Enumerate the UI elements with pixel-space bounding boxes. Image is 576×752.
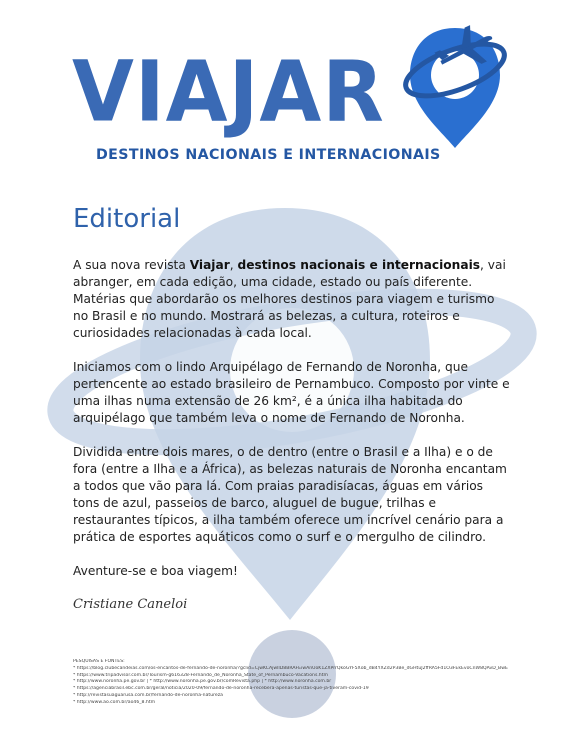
source-line: * http://www.noronha.pe.gov.br | * http://www.noronha.pe.gov.br/comRevista.php | * http://www.noronha.com.br [73, 679, 332, 685]
source-line: * https://www.tripadvisor.com.br/Tourism-g616328-Fernando_de_Noronha_State_of_Pernambuco-Vacations.htm [73, 672, 328, 678]
paragraph-noronha: Iniciamos com o lindo Arquipélago de Fernando de Noronha, que pertencente ao estado brasileiro de Pernambuco. Composto por vinte e uma ilhas numa extensão de 26 km², é a única ilha habitada do arquipélago que também leva o nome de Fernando de Noronha. [73, 360, 510, 425]
editorial-body [73, 257, 513, 597]
paragraph-intro: A sua nova revista Viajar, destinos nacionais e internacionais, vai abranger, em cada edição, uma cidade, estado ou país diferente. Matérias que abordarão os melhores destinos para viagem e turismo no Brasil e no mundo. Mostrará as belezas, a cultura, roteiros e curiosidades relacionadas à cada local. [73, 258, 506, 340]
logo-title: VIAJAR [72, 42, 385, 141]
magazine-tagline: destinos nacionais e internacionais [237, 258, 481, 272]
source-line: * https://agenciabrasil.ebc.com.br/geral/noticia/2020-09/fernando-de-noronha-recebera-apenas-turistas-que-ja-tiveram-covid-19 [73, 686, 369, 692]
editorial-heading: Editorial [73, 204, 181, 234]
paragraph-closing: Aventure-se e boa viagem! [73, 564, 238, 578]
source-line: * http://revistasuaguarusa.com.br/fernando-de-noronha-natureza [73, 692, 223, 698]
magazine-name: Viajar [189, 258, 230, 272]
paragraph-beaches: Dividida entre dois mares, o de dentro (entre o Brasil e a Ilha) e o de fora (entre a Ilha e a África), as belezas naturais de Noronha encantam a todos que vão para lá. Com praias paradisíacas, águas em vários tons de azul, passeios de barco, aluguel de bugue, trilhas e restaurantes típicos, a ilha também oferece um incrível cenário para a prática de esportes aquáticos como o surf e o mergulho de cilindro. [73, 445, 507, 544]
sources-section [73, 659, 563, 707]
logo-subtitle: DESTINOS NACIONAIS E INTERNACIONAIS [96, 147, 441, 163]
author-signature: Cristiane Caneloi [73, 597, 188, 612]
sources-title: PESQUISAS E FONTES: [73, 659, 125, 664]
magazine-logo [0, 0, 576, 175]
airplane-pin-icon [400, 20, 510, 150]
source-line: * https://blog.clubecandeias.com/os-encantos-de-fernando-de-noronha/?gclid=CjwKCAjwlID8BRAFEiwAnUoK1ZXPrrQkoGYF5Xob_dB4YXZd2P3Be_dGHtuJ2ffRA5Fd1O3FEkEvoCnW8QAvD_BwE [73, 665, 508, 671]
source-line: * http://www.ao.com.br/ao46_8.htm [73, 699, 156, 705]
